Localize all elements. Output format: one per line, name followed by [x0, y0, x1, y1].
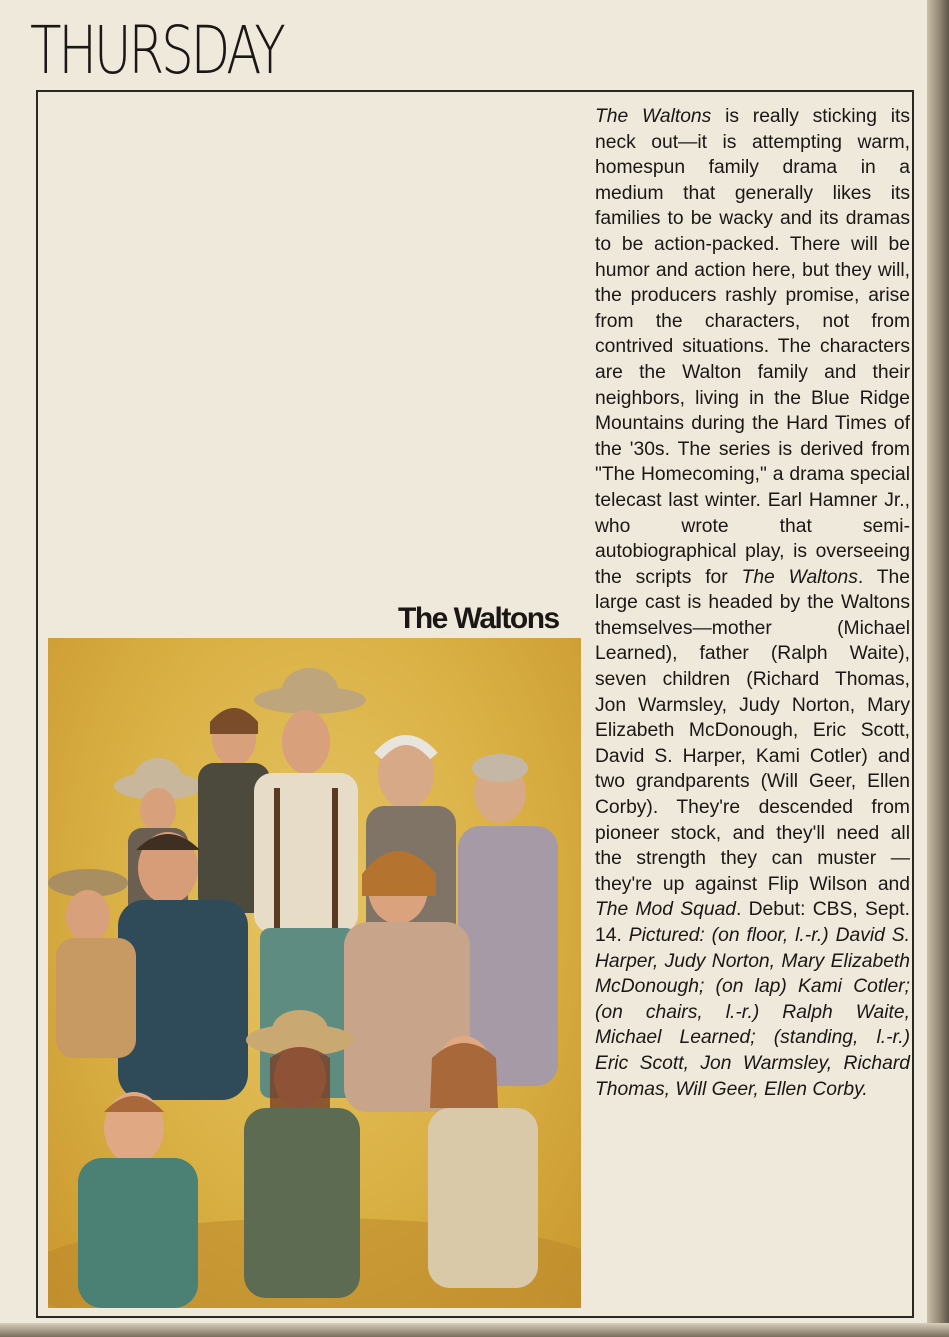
page-bottom-edge — [0, 1323, 949, 1337]
italic-text-segment: Pictured: (on floor, l.-r.) David S. Harper, Judy Norton, Mary Elizabeth McDonough; (on lap) Kami Cotler; (on chairs, l.-r.) Ralph Waite, Michael Learned; (standing, l.-r.) Eric Scott, Jon Warmsley, Richard Thomas, Will Geer, Ellen Corby. — [595, 925, 910, 1100]
text-segment: is really sticking its neck out—it is attempting warm, homespun family drama in a medium that generally likes its families to be wacky and its dramas to be action-packed. There will be humor and action here, but they will, the producers rashly promise, arise from the characters, not from contrived situations. The characters are the Walton family and their neighbors, living in the Blue Ridge Mountains during the Hard Times of the '30s. The series is derived from "The Homecoming," a drama special telecast last winter. Earl Hamner Jr., who wrote that semi-autobiographical play, is overseeing the scripts for — [595, 106, 910, 588]
text-segment: . The large cast is headed by the Waltons themselves—mother (Michael Learned), father (Ralph Waite), seven children (Richard Thomas, Jon Warmsley, Judy Norton, Mary Elizabeth McDonough, Eric Scott, David S. Harper, Kami Cotler) and two grandparents (Will Geer, Ellen Corby). They're descended from pioneer stock, and they'll need all the strength they can muster — they're up against Flip Wilson and — [595, 566, 910, 895]
show-title: The Waltons — [398, 602, 559, 635]
text-segment: . Debut: CBS, Sept. 14. — [595, 899, 910, 946]
page-edge-shadow — [927, 0, 949, 1337]
italic-text-segment: The Waltons — [595, 106, 712, 127]
day-header: THURSDAY — [30, 12, 283, 89]
italic-text-segment: The Waltons — [741, 566, 858, 588]
article-body — [595, 104, 910, 1102]
cast-photo-illustration — [48, 638, 581, 1308]
article-paragraph — [595, 104, 910, 1102]
italic-text-segment: The Mod Squad — [595, 899, 737, 921]
cast-photo — [48, 638, 581, 1308]
